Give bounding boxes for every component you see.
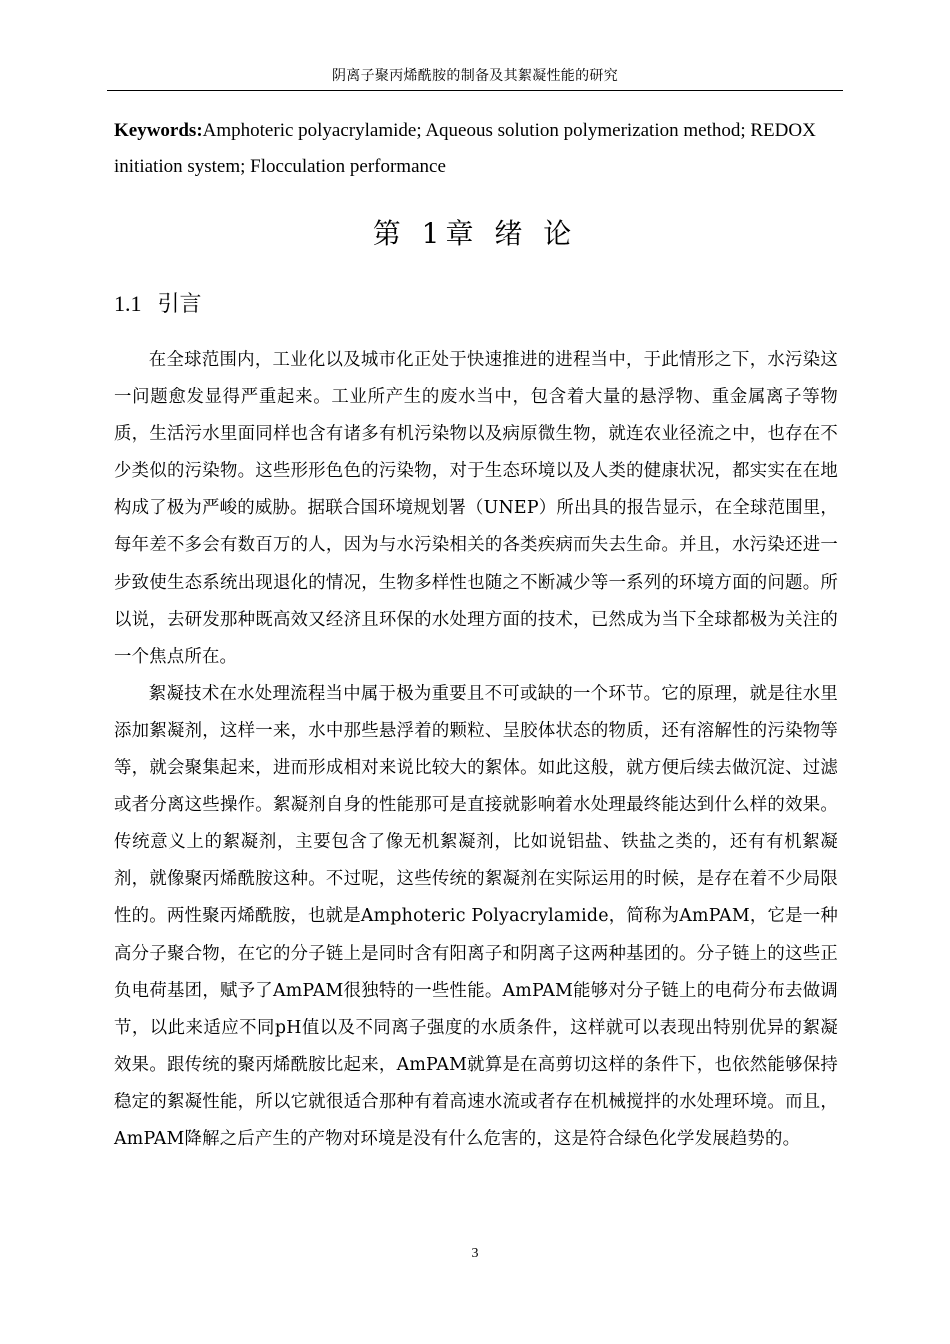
body-text: [114, 342, 838, 1158]
keywords-block: [114, 113, 839, 185]
paragraph: 在全球范围内，工业化以及城市化正处于快速推进的进程当中，于此情形之下，水污染这一问题愈发显得严重起来。工业所产生的废水当中，包含着大量的悬浮物、重金属离子等物质，生活污水里面同样也含有诸多有机污染物以及病原微生物，就连农业径流之中，也存在不少类似的污染物。这些形形色色的污染物，对于生态环境以及人类的健康状况，都实实在在地构成了极为严峻的威胁。据联合国环境规划署（UNEP）所出具的报告显示，在全球范围里，每年差不多会有数百万的人，因为与水污染相关的各类疾病而失去生命。并且，水污染还进一步致使生态系统出现退化的情况，生物多样性也随之不断减少等一系列的环境方面的问题。所以说，去研发那种既高效又经济且环保的水处理方面的技术，已然成为当下全球都极为关注的一个焦点所在。: [114, 350, 838, 667]
keywords-label: Keywords:: [114, 120, 203, 141]
page-number: 3: [471, 1246, 479, 1261]
header-title: 阴离子聚丙烯酰胺的制备及其絮凝性能的研究: [332, 68, 618, 84]
section-title: 引言: [157, 292, 202, 317]
chapter-title: 第 1章 绪 论: [372, 217, 578, 250]
section-number: 1.1: [114, 291, 142, 316]
keywords-text: Amphoteric polyacrylamide; Aqueous solution polymerization method; REDOX initiation system; Flocculation performance: [114, 120, 816, 177]
section-heading: [114, 285, 202, 324]
paragraph: 絮凝技术在水处理流程当中属于极为重要且不可或缺的一个环节。它的原理，就是往水里添加絮凝剂，这样一来，水中那些悬浮着的颗粒、呈胶体状态的物质，还有溶解性的污染物等等，就会聚集起来，进而形成相对来说比较大的絮体。如此这般，就方便后续去做沉淀、过滤或者分离这些操作。絮凝剂自身的性能那可是直接就影响着水处理最终能达到什么样的效果。传统意义上的絮凝剂，主要包含了像无机絮凝剂，比如说铝盐、铁盐之类的，还有有机絮凝剂，就像聚丙烯酰胺这种。不过呢，这些传统的絮凝剂在实际运用的时候，是存在着不少局限性的。两性聚丙烯酰胺，也就是Amphoteric Polyacrylamide，简称为AmPAM，它是一种高分子聚合物，在它的分子链上是同时含有阳离子和阴离子这两种基团的。分子链上的这些正负电荷基团，赋予了AmPAM很独特的一些性能。AmPAM能够对分子链上的电荷分布去做调节，以此来适应不同pH值以及不同离子强度的水质条件，这样就可以表现出特别优异的絮凝效果。跟传统的聚丙烯酰胺比起来，AmPAM就算是在高剪切这样的条件下，也依然能够保持稳定的絮凝性能，所以它就很适合那种有着高速水流或者存在机械搅拌的水处理环境。而且，AmPAM降解之后产生的产物对环境是没有什么危害的，这是符合绿色化学发展趋势的。: [114, 683, 838, 1149]
page-header: [107, 64, 843, 91]
